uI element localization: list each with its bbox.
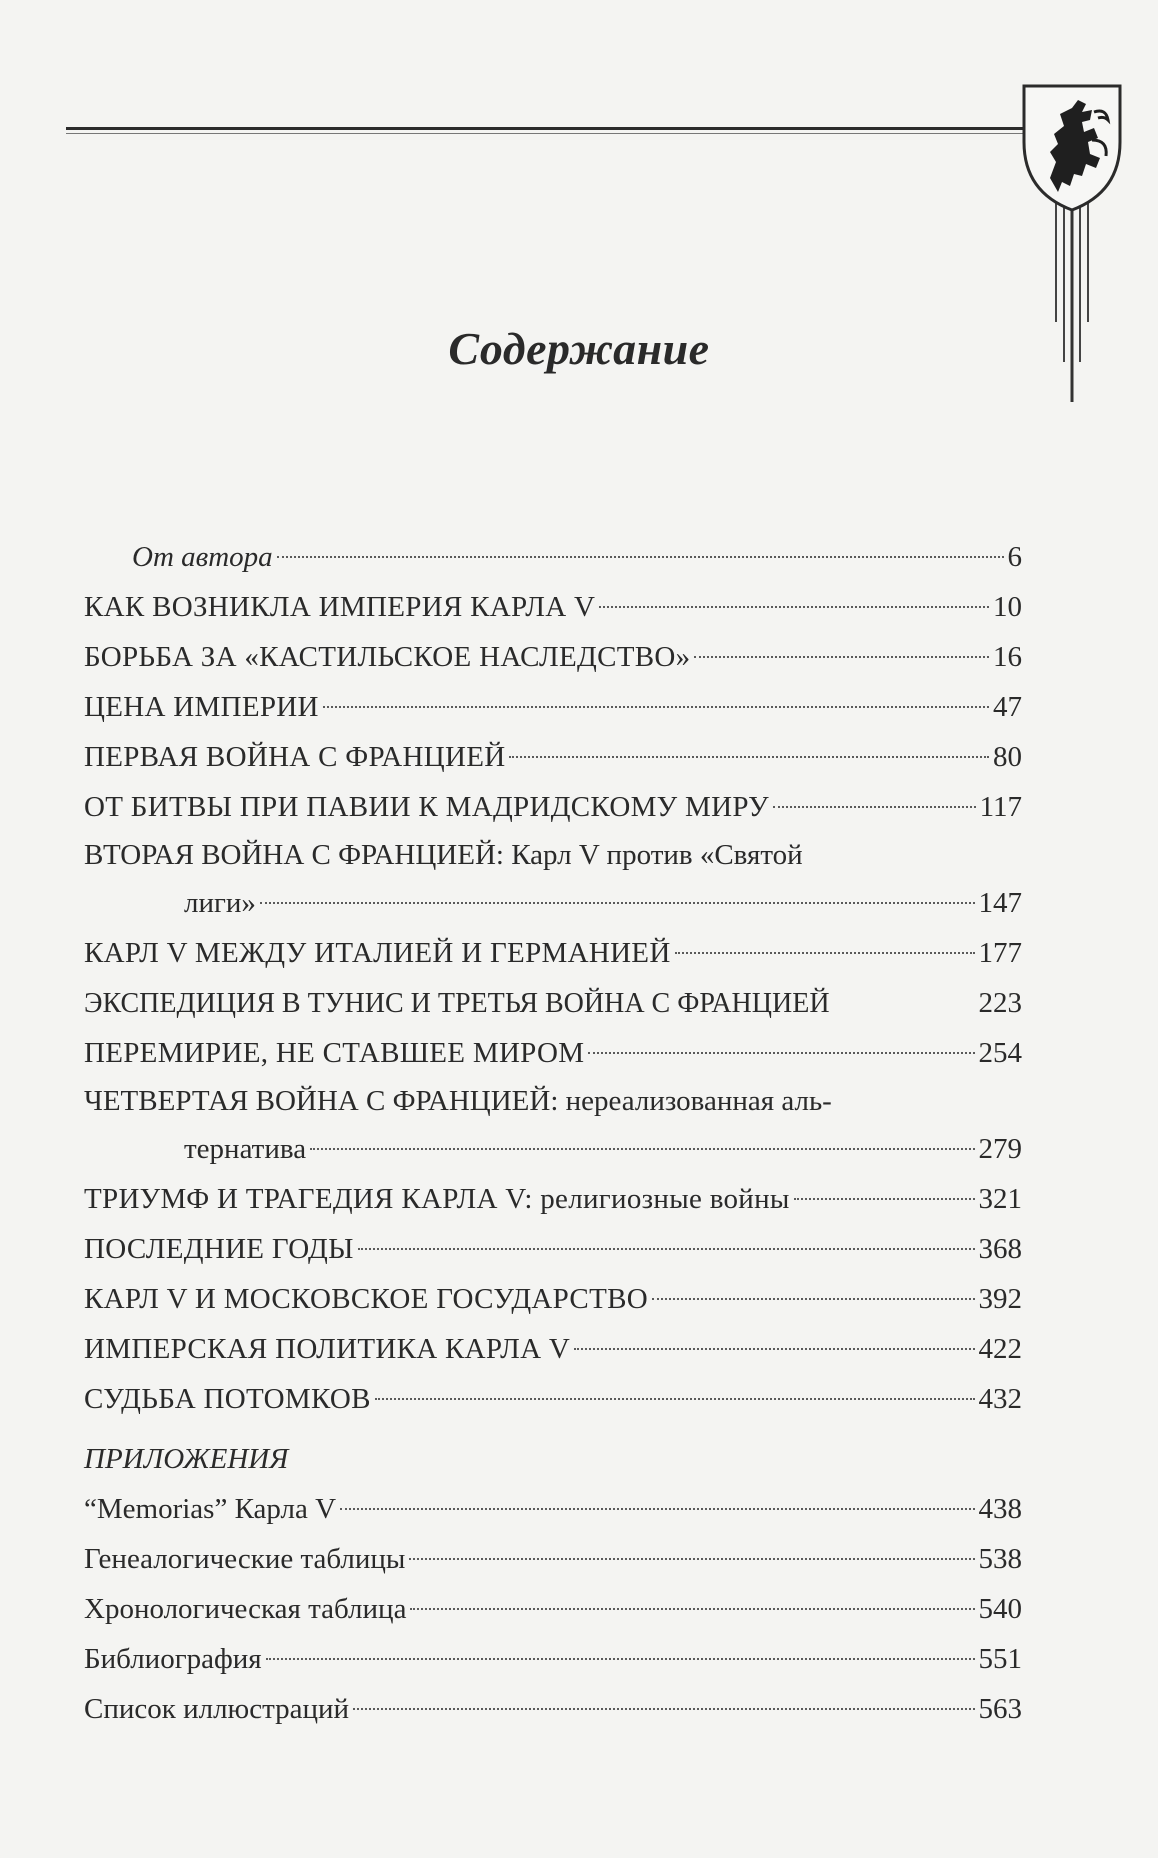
dot-leader — [694, 656, 989, 658]
dot-leader — [353, 1708, 974, 1710]
toc-entry-label: КАРЛ V МЕЖДУ ИТАЛИЕЙ И ГЕРМАНИЕЙ — [84, 937, 671, 969]
toc-entry-page: 254 — [978, 1037, 1022, 1069]
toc-entry-page: 563 — [978, 1693, 1022, 1725]
toc-entry-label: Хронологическая таблица — [84, 1593, 407, 1625]
toc-entry-page: 438 — [978, 1493, 1022, 1525]
toc-entry-label: БОРЬБА ЗА «КАСТИЛЬСКОЕ НАСЛЕДСТВО» — [84, 641, 691, 673]
toc-entry-label: ЭКСПЕДИЦИЯ В ТУНИС И ТРЕТЬЯ ВОЙНА С ФРАНЦИЕЙ — [84, 988, 830, 1019]
toc-entry-label: “Memorias” Карла V — [84, 1493, 337, 1525]
toc-entry[interactable] — [84, 1324, 1022, 1374]
dot-leader — [340, 1508, 974, 1510]
toc-entry-page: 392 — [978, 1283, 1022, 1315]
toc-entry-page: 177 — [978, 937, 1022, 969]
toc-entry-label: Генеалогические таблицы — [84, 1543, 406, 1575]
toc-entry[interactable] — [84, 1584, 1022, 1634]
toc-entry[interactable] — [84, 1224, 1022, 1274]
toc-entry-author[interactable] — [84, 532, 1022, 582]
toc-entry-label: ПОСЛЕДНИЕ ГОДЫ — [84, 1233, 354, 1265]
dot-leader — [509, 756, 989, 758]
toc-entry[interactable] — [84, 582, 1022, 632]
dot-leader — [794, 1198, 975, 1200]
toc-entry-page: 10 — [993, 591, 1022, 623]
toc-entry[interactable] — [84, 928, 1022, 978]
dot-leader — [773, 806, 976, 808]
dot-leader — [260, 902, 975, 904]
toc-entry-page: 117 — [979, 791, 1022, 823]
toc-entry[interactable] — [84, 978, 1022, 1028]
dot-leader — [310, 1148, 974, 1150]
toc-entry[interactable] — [84, 682, 1022, 732]
toc-entry-page: 47 — [993, 691, 1022, 723]
toc-entry[interactable] — [84, 1374, 1022, 1424]
toc-entry-page: 538 — [978, 1543, 1022, 1575]
toc-entry-page: 147 — [978, 887, 1022, 919]
toc-entry-page: 368 — [978, 1233, 1022, 1265]
toc-entry-page: 540 — [978, 1593, 1022, 1625]
toc-entry[interactable] — [84, 1684, 1022, 1734]
toc-entry-page: 279 — [978, 1133, 1022, 1165]
toc-entry[interactable] — [84, 1534, 1022, 1584]
toc-entry-label: ПЕРВАЯ ВОЙНА С ФРАНЦИЕЙ — [84, 741, 506, 773]
toc-entry-label: ТРИУМФ И ТРАГЕДИЯ КАРЛА V: религиозные войны — [84, 1183, 790, 1215]
dot-leader — [375, 1398, 975, 1400]
dot-leader — [574, 1348, 974, 1350]
toc-entry-line1[interactable]: ВТОРАЯ ВОЙНА С ФРАНЦИЕЙ: Карл V против «Святой — [84, 839, 803, 871]
dot-leader — [277, 556, 1004, 558]
toc-entry[interactable] — [84, 732, 1022, 782]
toc-entry-page: 80 — [993, 741, 1022, 773]
toc-entry-label: ОТ БИТВЫ ПРИ ПАВИИ К МАДРИДСКОМУ МИРУ — [84, 791, 769, 823]
toc-entry[interactable] — [84, 1484, 1022, 1534]
table-of-contents — [84, 532, 1022, 1734]
toc-entry-label: СУДЬБА ПОТОМКОВ — [84, 1383, 371, 1415]
toc-entry[interactable] — [84, 878, 1022, 928]
toc-entry-page: 321 — [978, 1183, 1022, 1215]
dot-leader — [410, 1608, 974, 1610]
toc-entry[interactable] — [84, 1028, 1022, 1078]
toc-entry-label: КАРЛ V И МОСКОВСКОЕ ГОСУДАРСТВО — [84, 1283, 648, 1315]
dot-leader — [599, 606, 989, 608]
toc-entry-label: От автора — [132, 541, 273, 573]
toc-entry-label: ЦЕНА ИМПЕРИИ — [84, 691, 319, 723]
toc-entry-label: ПЕРЕМИРИЕ, НЕ СТАВШЕЕ МИРОМ — [84, 1037, 585, 1069]
toc-entry[interactable] — [84, 1274, 1022, 1324]
toc-entry-page: 223 — [978, 987, 1022, 1019]
toc-entry[interactable] — [84, 1634, 1022, 1684]
dot-leader — [588, 1052, 974, 1054]
dot-leader — [652, 1298, 975, 1300]
toc-entry-page: 432 — [978, 1383, 1022, 1415]
toc-entry[interactable] — [84, 1124, 1022, 1174]
dot-leader — [266, 1658, 975, 1660]
toc-entry-label: лиги» — [184, 887, 256, 919]
toc-entry-page: 551 — [978, 1643, 1022, 1675]
dot-leader — [358, 1248, 975, 1250]
section-gap — [84, 1424, 1022, 1434]
toc-entry-label: Список иллюстраций — [84, 1693, 350, 1725]
dot-leader — [675, 952, 975, 954]
page-title: Содержание — [448, 323, 710, 374]
toc-entry-label: тернатива — [184, 1133, 307, 1165]
toc-entry[interactable] — [84, 782, 1022, 832]
toc-entry-label: КАК ВОЗНИКЛА ИМПЕРИЯ КАРЛА V — [84, 591, 596, 623]
toc-entry-line1[interactable]: ЧЕТВЕРТАЯ ВОЙНА С ФРАНЦИЕЙ: нереализованная аль- — [84, 1085, 832, 1117]
appendix-heading: ПРИЛОЖЕНИЯ — [84, 1443, 289, 1475]
toc-entry-page: 422 — [978, 1333, 1022, 1365]
toc-entry-page: 16 — [993, 641, 1022, 673]
toc-entry[interactable] — [84, 632, 1022, 682]
toc-entry[interactable] — [84, 1174, 1022, 1224]
dot-leader — [323, 706, 989, 708]
header-rule — [66, 127, 1031, 130]
toc-entry-label: ИМПЕРСКАЯ ПОЛИТИКА КАРЛА V — [84, 1333, 571, 1365]
toc-entry-page: 6 — [1007, 541, 1022, 573]
header-rule-thin — [66, 133, 1031, 134]
toc-entry-label: Библиография — [84, 1643, 262, 1675]
dot-leader — [409, 1558, 974, 1560]
